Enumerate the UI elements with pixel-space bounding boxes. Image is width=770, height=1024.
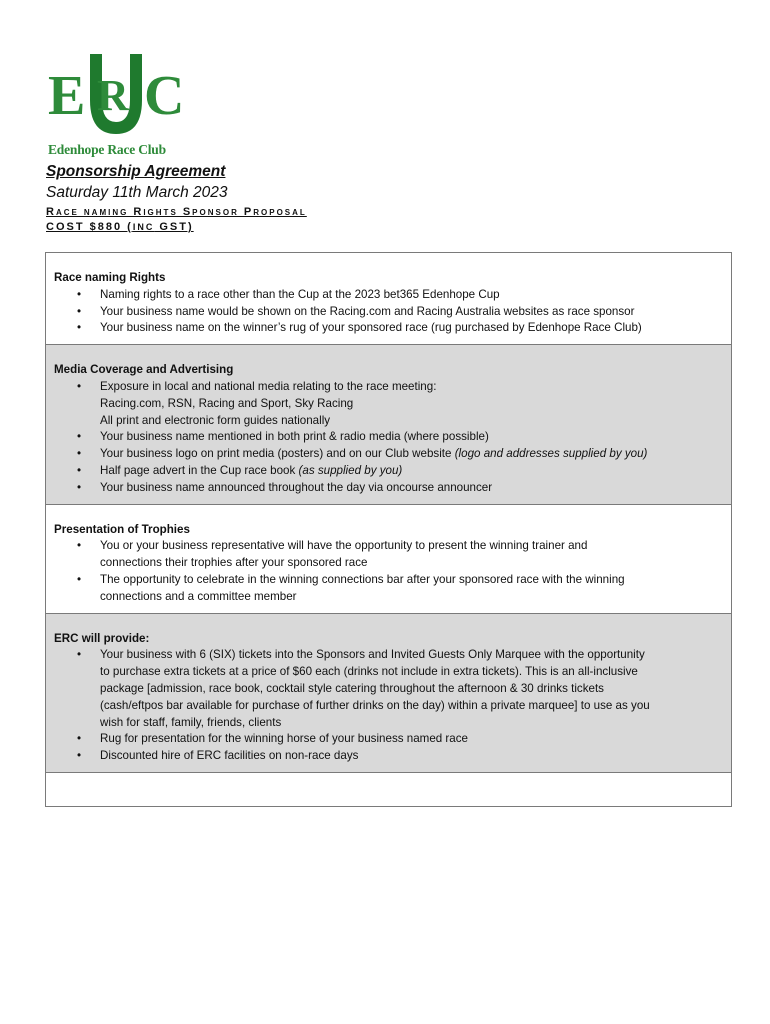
list-item-line: • You or your business representative will have the opportunity to present the winning trainer and <box>100 539 588 553</box>
section-presentation-of-trophies <box>46 505 731 614</box>
list-item-line: package [admission, race book, cocktail style catering throughout the afternoon & 30 drinks tickets <box>100 681 604 695</box>
list-item-text: Your business name on the winner’s rug of your sponsored race (rug purchased by Edenhope Race Club) <box>100 321 642 335</box>
section-heading: ERC will provide: <box>54 631 150 645</box>
list-item <box>54 731 723 748</box>
list-item <box>54 748 723 765</box>
list-item-line: • Exposure in local and national media relating to the race meeting: <box>100 379 437 393</box>
list-item <box>54 572 723 606</box>
section-heading: Presentation of Trophies <box>54 522 190 536</box>
bullet-list <box>54 538 723 605</box>
list-item <box>54 379 723 429</box>
cost-inc: INC <box>132 222 155 232</box>
list-item <box>54 647 723 731</box>
list-item-text: Discounted hire of ERC facilities on non-race days <box>100 749 359 763</box>
list-item-line: wish for staff, family, friends, clients <box>100 715 282 729</box>
list-item <box>54 287 723 304</box>
bullet-list <box>54 379 723 497</box>
bullet-list <box>54 287 723 337</box>
list-item-line: • The opportunity to celebrate in the winning connections bar after your sponsored race with the winning <box>100 572 625 586</box>
erc-logo <box>46 48 186 162</box>
bullet-list <box>54 647 723 765</box>
list-item-line: All print and electronic form guides nationally <box>100 413 331 427</box>
list-item-line: connections and a committee member <box>100 589 297 603</box>
list-item <box>54 480 723 497</box>
section-race-naming-rights <box>46 253 731 345</box>
sponsorship-table <box>45 252 732 807</box>
list-item-note: (logo and addresses supplied by you) <box>454 447 648 461</box>
section-media-coverage <box>46 345 731 504</box>
section-erc-will-provide <box>46 614 731 773</box>
horseshoe-logo-icon <box>46 48 186 138</box>
list-item-line: to purchase extra tickets at a price of $60 each (drinks not include in extra tickets). This is an all-inclusive <box>100 665 638 679</box>
list-item <box>54 304 723 321</box>
cost-main: COST $880 ( <box>46 221 133 233</box>
list-item <box>54 446 723 463</box>
list-item <box>54 320 723 337</box>
list-item-line: • Your business with 6 (SIX) tickets into the Sponsors and Invited Guests Only Marquee with the opportunity <box>100 648 645 662</box>
list-item <box>54 429 723 446</box>
cost-heading <box>46 221 194 233</box>
list-item-text: Rug for presentation for the winning horse of your business named race <box>100 732 468 746</box>
list-item-line: (cash/eftpos bar available for purchase of further drinks on the day) within a private marquee] to use as you <box>100 698 650 712</box>
list-item-text: Your business name would be shown on the Racing.com and Racing Australia websites as race sponsor <box>100 304 635 318</box>
document-title: Sponsorship Agreement <box>46 163 226 180</box>
logo-letter-e: E <box>48 65 86 127</box>
proposal-heading: Race naming Rights Sponsor Proposal <box>46 206 307 218</box>
list-item <box>54 538 723 572</box>
list-item <box>54 463 723 480</box>
list-item-note: (as supplied by you) <box>298 463 403 477</box>
list-item-text: Your business name mentioned in both print & radio media (where possible) <box>100 430 489 444</box>
logo-letter-r: R <box>97 71 129 120</box>
list-item-text: Half page advert in the Cup race book <box>100 463 299 477</box>
list-item-line: Racing.com, RSN, Racing and Sport, Sky Racing <box>100 396 354 410</box>
logo-letter-c: C <box>144 65 185 127</box>
list-item-line: connections their trophies after your sponsored race <box>100 556 368 570</box>
section-heading: Media Coverage and Advertising <box>54 363 234 377</box>
list-item-text: Your business name announced throughout the day via oncourse announcer <box>100 480 493 494</box>
list-item-text: Naming rights to a race other than the Cup at the 2023 bet365 Edenhope Cup <box>100 287 500 301</box>
list-item-text: Your business logo on print media (posters) and on our Club website <box>100 447 455 461</box>
cost-end: GST) <box>154 221 194 233</box>
event-date: Saturday 11th March 2023 <box>46 184 228 201</box>
logo-caption: Edenhope Race Club <box>48 142 166 157</box>
empty-row <box>46 773 731 806</box>
section-heading: Race naming Rights <box>54 271 166 284</box>
